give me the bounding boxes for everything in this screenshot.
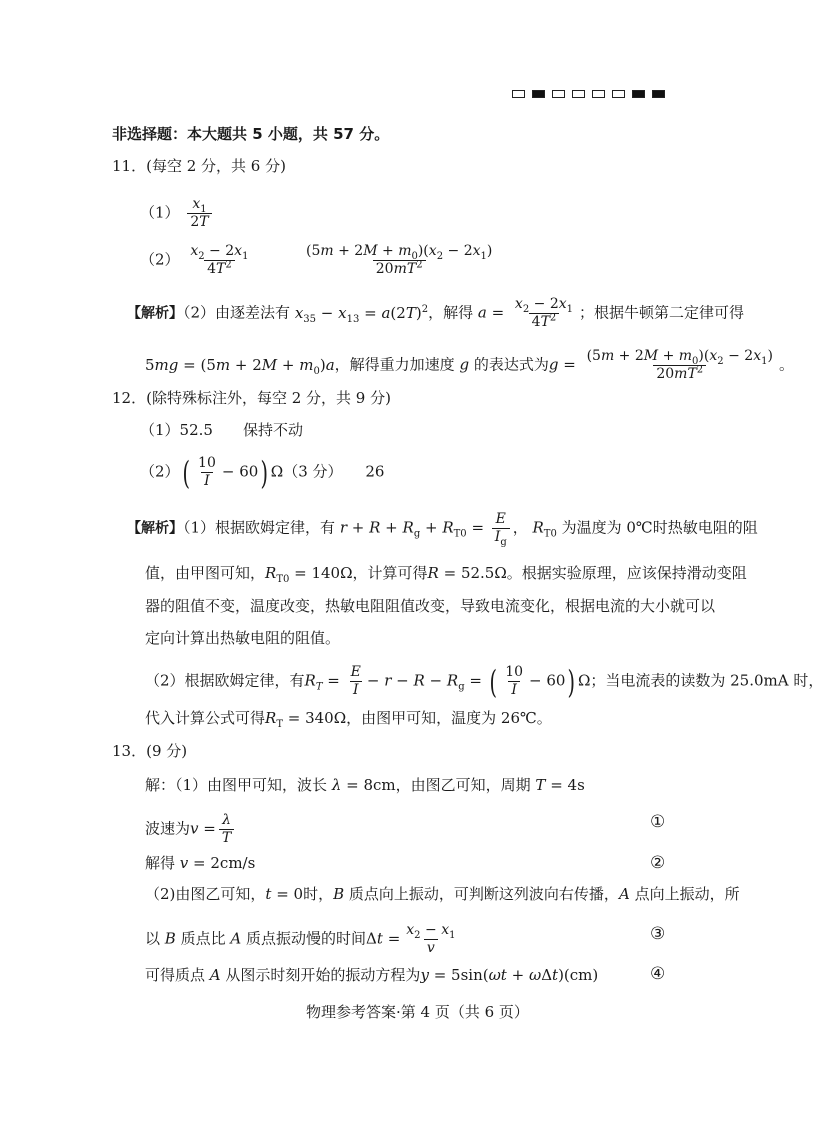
mark-empty bbox=[552, 90, 565, 98]
q13-line1: 解：（1）由图甲可知，波长 λ = 8cm，由图乙可知，周期 T = 4s bbox=[145, 776, 585, 794]
mark-empty bbox=[572, 90, 585, 98]
q11-p1-label: （1） bbox=[140, 203, 180, 222]
q11-analysis-line2: $5mg = (5m + 2M + m_0)a$，解得重力加速度 g 的表达式为g = $\frac{(5m + 2M + m_0)(x_2 - 2x_1)}{20mT^2}$ 。 bbox=[145, 348, 794, 382]
q12-p2-value: 26 bbox=[365, 462, 385, 481]
q12-part2: （2）( $\frac{10}{I}$ − 60) Ω（3 分） 26 bbox=[140, 453, 385, 492]
q12-analysis-line4: 定向计算出热敏电阻的阻值。 bbox=[145, 629, 341, 647]
q11-analysis-line1: 【解析】（2）由逐差法有 $x_{35} - x_{13} = a(2T)^2$，解得 a = $\frac{x_2 - 2x_1}{4T^2}$ ；根据牛顿第二定律可得 bbox=[127, 296, 745, 330]
page-footer: 物理参考答案·第 4 页（共 6 页） bbox=[306, 1003, 529, 1021]
section-title: 非选择题：本大题共 5 小题，共 57 分。 bbox=[112, 125, 390, 143]
formula-g: $\frac{(5m + 2M + m_0)(x_2 - 2x_1)}{20mT^2}$ bbox=[586, 348, 773, 382]
equation-marker-3: ③ bbox=[650, 924, 666, 944]
q11-p2-label: （2） bbox=[140, 250, 180, 269]
q13-line2: 波速为v = $\frac{\lambda}{T}$ bbox=[145, 812, 237, 847]
mark-empty bbox=[512, 90, 525, 98]
formula-a: $\frac{x_2 - 2x_1}{4T^2}$ bbox=[514, 296, 574, 330]
q11-p2-answer-b: $\frac{(5m + 2M + m_0)(x_2 - 2x_1)}{20mT^2}$ bbox=[306, 243, 493, 277]
q12-heading: 12．(除特殊标注外，每空 2 分，共 9 分) bbox=[112, 389, 391, 407]
q11-p1-answer: $\frac{x_1}{2T}$ bbox=[187, 196, 211, 231]
q13-line3: 解得 v = 2cm/s bbox=[145, 854, 256, 872]
q13-line6: 可得质点 A 从图示时刻开始的振动方程为y = 5sin(ωt + ωΔt)(cm) bbox=[145, 966, 599, 984]
mark-filled bbox=[532, 90, 545, 98]
q12-analysis-line6: 代入计算公式可得$R_T = 340\Omega$，由图甲可知，温度为 26℃。 bbox=[145, 709, 552, 730]
q11-part2 bbox=[140, 243, 498, 278]
q13-heading: 13．(9 分) bbox=[112, 742, 188, 760]
header-marks bbox=[512, 90, 665, 98]
mark-empty bbox=[612, 90, 625, 98]
formula-newton: $5mg = (5m + 2M + m_0)a$ bbox=[145, 355, 335, 377]
equation-marker-4: ④ bbox=[650, 964, 666, 984]
q11-analysis-label: 【解析】 bbox=[127, 305, 183, 322]
equation-marker-1: ① bbox=[650, 812, 666, 832]
q12-analysis-line1: 【解析】（1）根据欧姆定律，有 $r + R + R_g + R_{T0}$ = $\frac{E}{I_g}$ ， $R_{T0}$ 为温度为 0℃时热敏电阻的阻 bbox=[127, 511, 758, 548]
q13-line5: 以 B 质点比 A 质点振动慢的时间Δt = $\frac{x_2 - x_1}{v}$ bbox=[145, 922, 456, 956]
formula-diff: $x_{35} - x_{13} = a(2T)^2$ bbox=[294, 303, 429, 325]
mark-filled bbox=[652, 90, 665, 98]
q11-heading: 11．(每空 2 分，共 6 分) bbox=[112, 157, 286, 175]
mark-empty bbox=[592, 90, 605, 98]
q12-part1: （1）52.5 保持不动 bbox=[140, 421, 303, 439]
mark-filled bbox=[632, 90, 645, 98]
q13-line4: （2)由图乙可知，t = 0时，B 质点向上振动，可判断这列波向右传播，A 点向上振动，所 bbox=[145, 885, 740, 903]
q11-part1 bbox=[140, 196, 215, 231]
q11-p2-answer-a: $\frac{x_2 - 2x_1}{4T^2}$ bbox=[190, 243, 249, 277]
q12-analysis-line5: （2）根据欧姆定律，有$R_T$ = $\frac{E}{I}$ − $r - R - R_g$ = ( $\frac{10}{I}$ − 60) Ω；当电流表的读数为 25.0mA 时， bbox=[145, 662, 823, 701]
equation-marker-2: ② bbox=[650, 853, 666, 873]
q12-analysis-line3: 器的阻值不变，温度改变，热敏电阻阻值改变，导致电流变化，根据电流的大小就可以 bbox=[145, 597, 716, 615]
q12-analysis-line2: 值，由甲图可知，$R_{T0} = 140\Omega$，计算可得R = 52.5Ω。根据实验原理，应该保持滑动变阻 bbox=[145, 564, 747, 585]
